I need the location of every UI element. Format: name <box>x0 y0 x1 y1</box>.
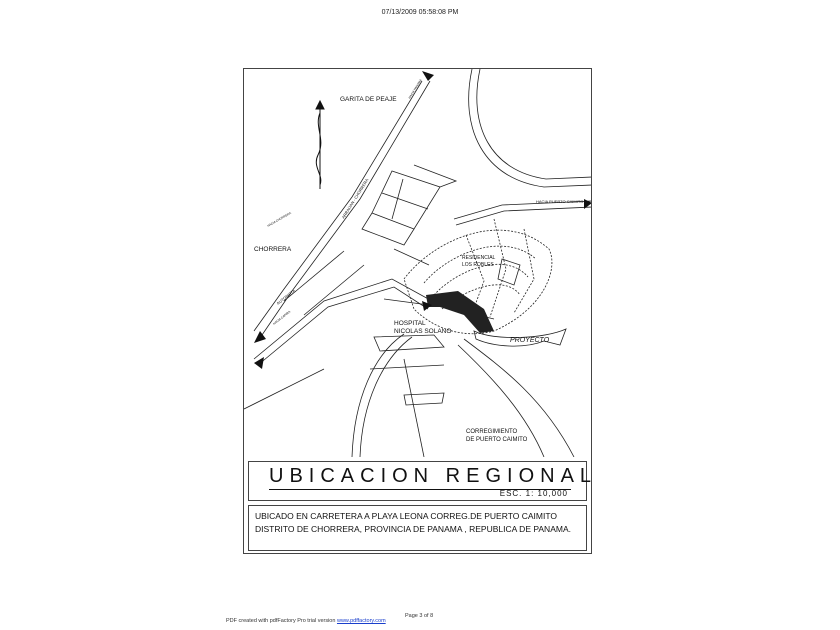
label-garita: GARITA DE PEAJE <box>340 96 397 103</box>
pdf-created-text: PDF created with pdfFactory Pro trial version <box>226 618 336 624</box>
north-arrow-icon <box>316 101 324 189</box>
page-number: Page 3 of 8 <box>405 613 434 619</box>
label-corregimiento-line2: DE PUERTO CAIMITO <box>466 437 528 443</box>
print-timestamp: 07/13/2009 05:58:08 PM <box>381 9 459 16</box>
description-block <box>248 505 587 551</box>
title-block <box>248 461 598 501</box>
label-hacia-capira: HACIA CAPIRA <box>272 309 292 326</box>
label-hacia-chorrera: HACIA CHORRERA <box>266 210 292 228</box>
regional-location-map <box>244 69 591 457</box>
label-hacia-puerto-caimito: HACIA PUERTO CAIMITO <box>536 199 584 204</box>
highway-arraijan-chorrera <box>254 78 423 331</box>
drawing-scale: ESC. 1: 10,000 <box>499 489 568 498</box>
label-chorrera: CHORRERA <box>254 246 292 253</box>
location-description: UBICADO EN CARRETERA A PLAYA LEONA CORREG.DE PUERTO CAIMITO DISTRITO DE CHORRERA, PROVINCIA DE PANAMA , REPUBLICA DE PANAMA. <box>255 511 571 534</box>
pdf-footer <box>226 618 386 624</box>
label-residencial-line2: LOS ROBLES <box>462 262 494 268</box>
label-road-autopista: AUTOPISTA <box>275 288 297 306</box>
label-road-arraijan: ARRAIJAN - CHORRERA <box>340 177 370 220</box>
label-hospital-line1: HOSPITAL <box>394 320 426 327</box>
label-corregimiento-line1: CORREGIMIENTO <box>466 429 518 435</box>
drawing-sheet <box>243 68 598 554</box>
label-residencial-line1: RESIDENCIAL <box>462 255 496 261</box>
drawing-title: UBICACION REGIONAL <box>269 465 598 487</box>
pdffactory-link[interactable]: www.pdffactory.com <box>336 618 386 624</box>
label-hospital-line2: NICOLAS SOLANO <box>394 328 452 335</box>
label-proyecto: PROYECTO <box>510 337 550 344</box>
label-hacia-panama: HACIA PANAMA <box>407 78 423 100</box>
